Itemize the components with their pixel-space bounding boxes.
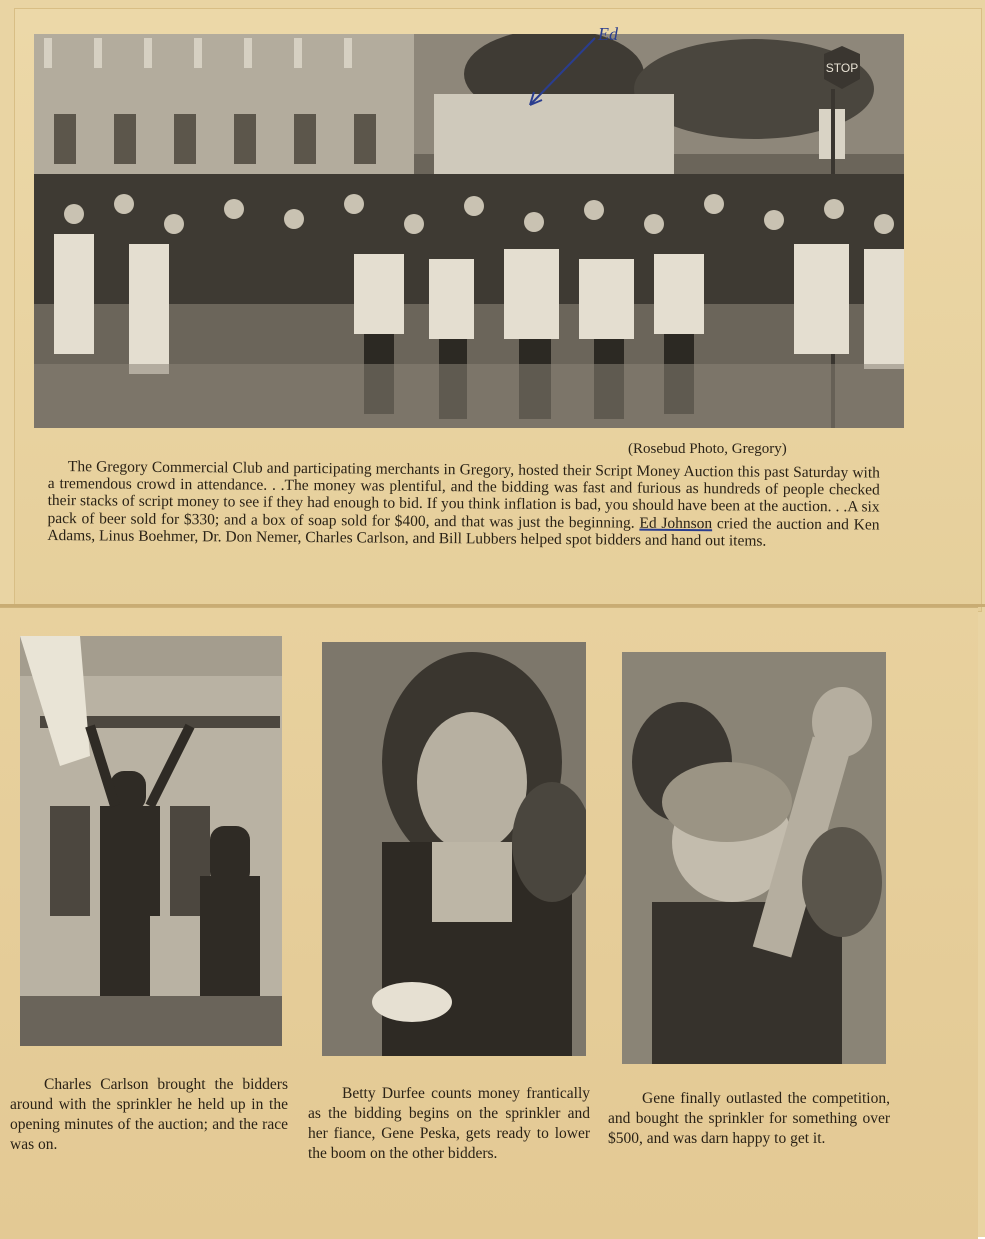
crowd-photo [34,34,904,428]
charles-photo [20,636,282,1046]
caption-charles: Charles Carlson brought the bidders around with the sprinkler he held up in the opening minutes of the auction; and the race was on. [10,1076,288,1153]
caption-gene: Gene finally outlasted the competition, and bought the sprinkler for something over $500, and was darn happy to get it. [608,1090,890,1147]
handwritten-note: Ed [598,24,618,44]
main-caption-name: Ed Johnson [639,514,713,532]
main-caption [47,458,880,551]
photo-credit: (Rosebud Photo, Gregory) [628,441,787,457]
stop-sign-text: STOP [825,61,859,75]
main-caption-text-1: The Gregory Commercial Club and participating merchants in Gregory, hosted their Script Money Auction this past Saturday with a tremendous crowd in attendance. . .The money was plentiful, and the bidding was fast and furious as hundreds of people checked their stacks of script money to see if they had enough to bid. If you think inflation is bad, you should have been at the auction. . .A six pack of beer sold for $330; and a box of soap sold for $400, and that was just the beginning. [47,458,880,532]
handwritten-arrow-icon [520,20,640,115]
caption-betty: Betty Durfee counts money frantically as the bidding begins on the sprinkler and her fiance, Gene Peska, gets ready to lower the boom on the other bidders. [308,1085,590,1162]
fold-crease [0,604,985,607]
gene-photo [622,652,886,1064]
betty-photo [322,642,586,1056]
main-caption-text-2: cried the auction and Ken Adams, Linus Boehmer, Dr. Don Nemer, Charles Carlson, and Bill Lubbers helped spot bidders and hand out items. [47,514,880,550]
